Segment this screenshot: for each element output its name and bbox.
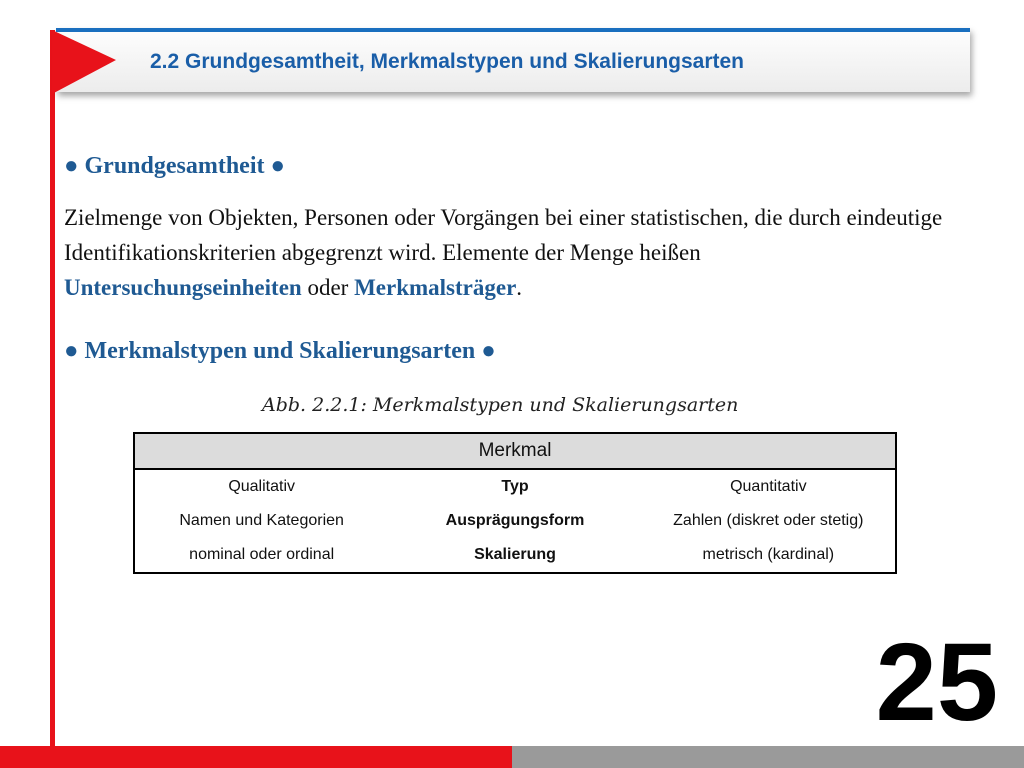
- table-row: [135, 504, 895, 538]
- term-merkmalstraeger: Merkmalsträger: [354, 275, 517, 300]
- table-row: [135, 470, 895, 504]
- slide-title: 2.2 Grundgesamtheit, Merkmalstypen und Skalierungsarten: [150, 50, 744, 73]
- paragraph-text-end: .: [516, 275, 523, 300]
- figure-caption: Abb. 2.2.1: Merkmalstypen und Skalierungsarten: [262, 394, 739, 416]
- definition-paragraph: [64, 200, 944, 305]
- table-cell: Quantitativ: [730, 478, 807, 495]
- section-heading-merkmalstypen: ● Merkmalstypen und Skalierungsarten ●: [64, 338, 496, 364]
- bottom-bar-red: [0, 746, 512, 768]
- section-heading-grundgesamtheit: ● Grundgesamtheit ●: [64, 153, 285, 179]
- table-cell: metrisch (kardinal): [702, 546, 835, 563]
- table-cell: Qualitativ: [228, 478, 296, 495]
- table-cell: nominal oder ordinal: [189, 546, 335, 563]
- table-cell: Ausprägungsform: [445, 512, 585, 529]
- red-flag-icon: [52, 30, 120, 98]
- red-vertical-rule: [50, 30, 55, 748]
- page-number: 25: [875, 621, 998, 744]
- term-untersuchungseinheiten: Untersuchungseinheiten: [64, 275, 302, 300]
- paragraph-text: Zielmenge von Objekten, Personen oder Vorgängen bei einer statistischen, die durch eindeutige Identifikationskriterien abgegrenzt wird. Elemente der Menge heißen: [64, 205, 943, 265]
- table-cell: Namen und Kategorien: [179, 512, 344, 529]
- table-cell: Typ: [501, 478, 529, 495]
- merkmal-table: [133, 432, 897, 574]
- table-row: [135, 538, 895, 572]
- table-cell: Zahlen (diskret oder stetig): [673, 512, 864, 529]
- table-cell: Skalierung: [474, 546, 556, 563]
- bottom-bar-gray: [512, 746, 1024, 768]
- paragraph-text-connector: oder: [301, 275, 355, 300]
- table-header: Merkmal: [135, 434, 895, 470]
